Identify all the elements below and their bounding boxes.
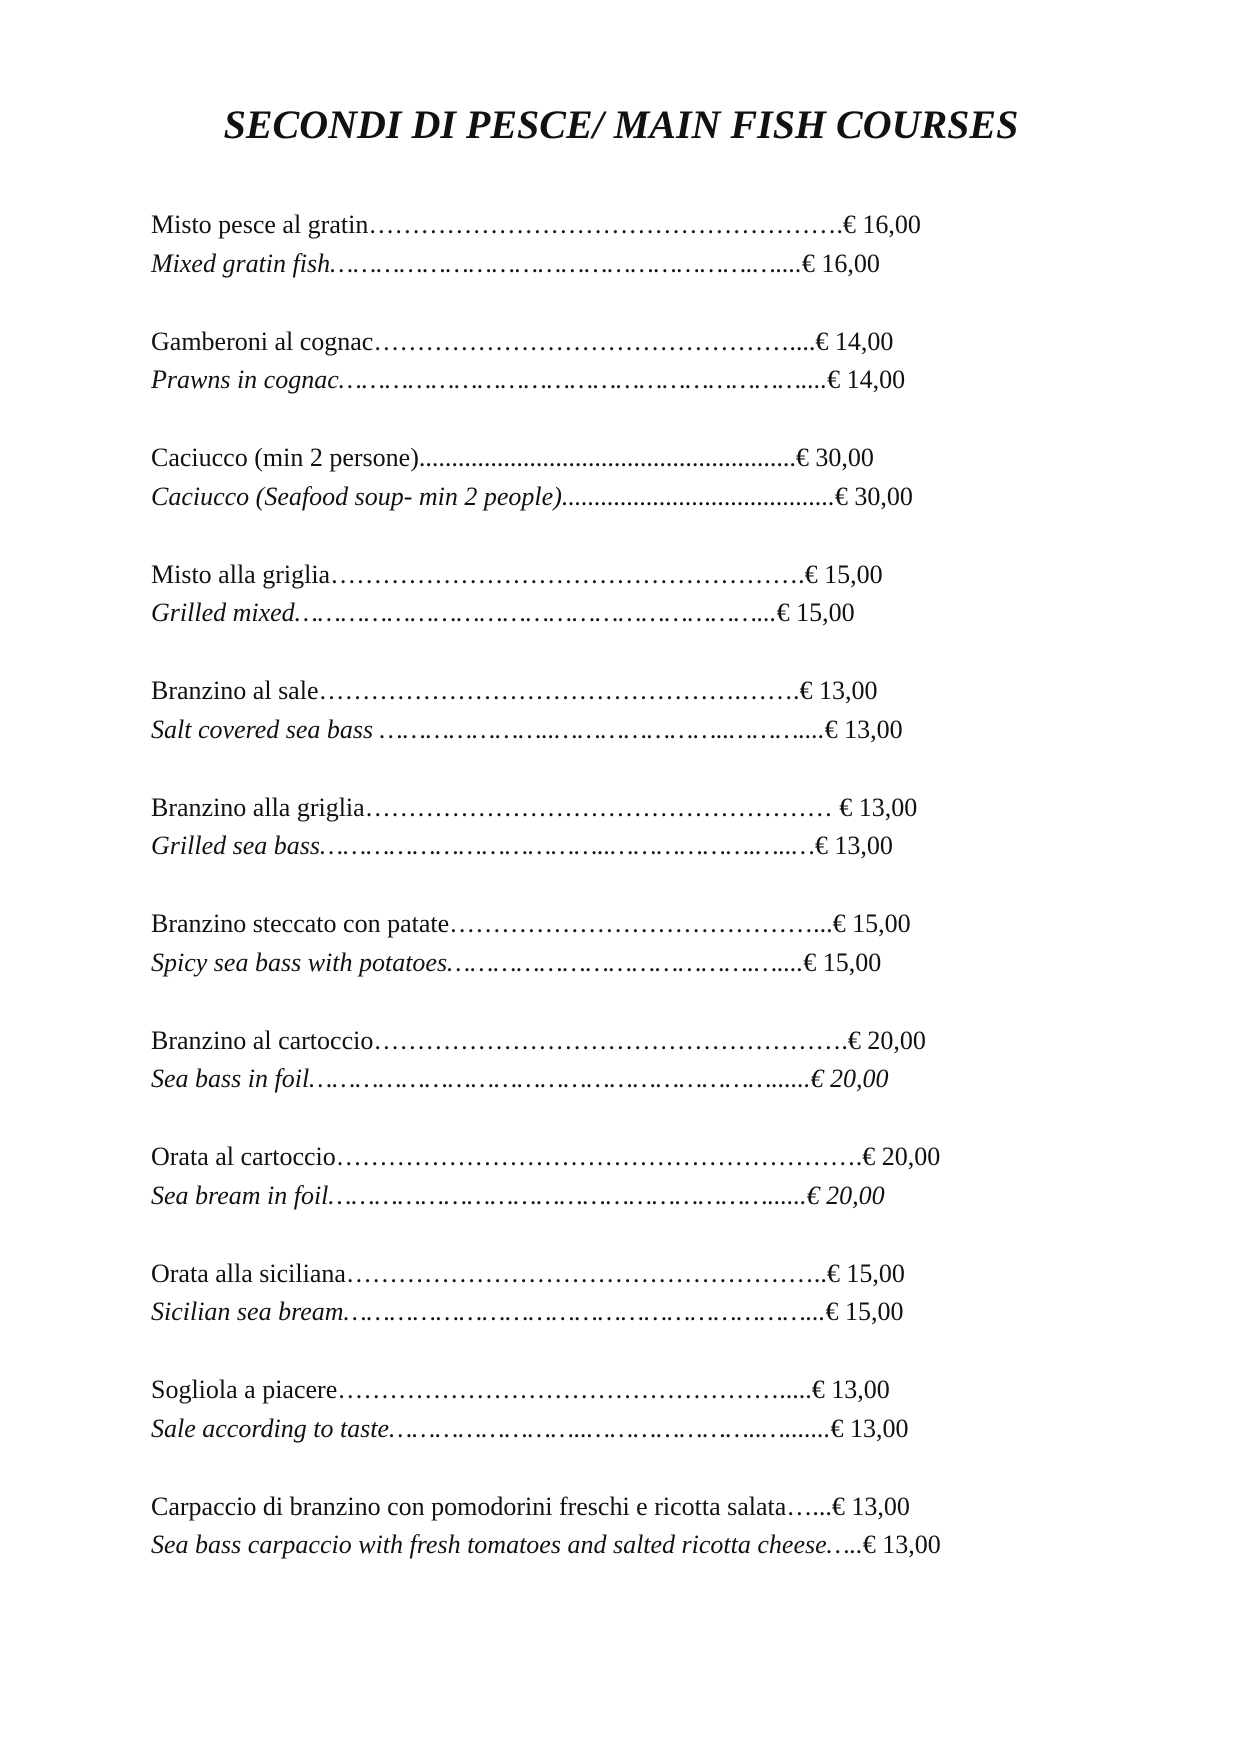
dish-price: € 16,00: [801, 248, 880, 278]
dish-price: € 13,00: [830, 1413, 909, 1443]
dot-leader: …………………………………………....: [373, 326, 816, 356]
dish-label: Branzino steccato con patate: [151, 909, 450, 938]
dish-label: Sea bass in foil: [151, 1064, 310, 1093]
dot-leader: ……………………………………...: [449, 909, 833, 938]
dish-price: € 20,00: [847, 1025, 926, 1055]
dish-label: Orata al cartoccio: [151, 1142, 336, 1171]
dot-leader: ……………………………………………………...: [343, 1297, 826, 1326]
dish-name-italian: [151, 323, 1151, 362]
dot-leader: ……………………………………………………....: [338, 365, 828, 394]
dish-price: € 15,00: [803, 947, 882, 977]
dish-name-italian: [151, 789, 1151, 828]
dot-leader: ……………………..…………………..….......: [389, 1413, 831, 1443]
menu-item: [151, 206, 1151, 323]
dish-price: € 13,00: [862, 1530, 941, 1559]
dot-leader: …………………………………………………….: [335, 1142, 863, 1171]
dot-leader: ..........................................: [561, 481, 835, 511]
menu-item: [151, 672, 1151, 789]
dish-label: Prawns in cognac: [151, 365, 339, 394]
dot-leader: ………………………………………………..: [345, 1258, 827, 1288]
dish-price: € 20,00: [810, 1064, 889, 1093]
dish-label: Sea bream in foil: [151, 1180, 329, 1210]
dot-leader: ………………………………………….…….: [318, 676, 800, 705]
dish-name-english: [151, 594, 1151, 633]
dish-name-italian: [151, 905, 1151, 944]
menu-item: [151, 439, 1151, 556]
menu-item: [151, 789, 1151, 906]
dot-leader: ……………………………………………….: [330, 559, 805, 589]
dish-name-italian: [151, 556, 1151, 595]
dish-label: Sale according to taste: [151, 1413, 390, 1443]
dish-name-italian: [151, 672, 1151, 711]
dish-label: Sogliola a piacere: [151, 1375, 338, 1404]
menu-item: [151, 1488, 1151, 1605]
dish-label: Branzino al sale: [151, 676, 319, 705]
dot-leader: ……………………………………………….: [368, 210, 843, 239]
menu-item: [151, 556, 1151, 673]
dish-label: Caciucco (Seafood soup- min 2 people): [151, 481, 562, 511]
dish-price: € 13,00: [811, 1375, 890, 1404]
dish-price: € 13,00: [839, 792, 918, 822]
dot-leader: ………………………………..……………….…..…: [320, 831, 815, 860]
dish-price: € 15,00: [776, 598, 855, 627]
dish-price: € 13,00: [814, 831, 893, 860]
dish-price: € 14,00: [815, 326, 894, 356]
dot-leader: ……………………………………………….: [373, 1025, 848, 1055]
dish-label: Branzino al cartoccio: [151, 1025, 374, 1055]
dot-leader: …..: [826, 1530, 863, 1559]
dish-name-english: [151, 1293, 1151, 1332]
menu-item: [151, 905, 1151, 1022]
dish-name-english: [151, 827, 1151, 866]
page-title: SECONDI DI PESCE/ MAIN FISH COURSES: [223, 102, 1019, 147]
dish-label: Sicilian sea bream: [151, 1297, 344, 1326]
dish-price: € 20,00: [806, 1180, 885, 1210]
dot-leader: ……………………………………………………......: [309, 1064, 811, 1093]
dish-name-english: [151, 478, 1151, 517]
dish-name-italian: [151, 1488, 1151, 1527]
dish-name-english: [151, 944, 1151, 983]
dish-label: Spicy sea bass with potatoes: [151, 947, 448, 977]
menu-item: [151, 1371, 1151, 1488]
dot-leader: ……………………………………………………...: [294, 598, 777, 627]
dish-price: € 20,00: [862, 1142, 941, 1171]
dish-name-italian: [151, 206, 1151, 245]
dish-label: Branzino alla griglia: [151, 792, 365, 822]
dot-leader: ……………………………………………….…....: [330, 248, 802, 278]
dish-name-italian: [151, 1138, 1151, 1177]
dish-name-italian: [151, 1022, 1151, 1061]
dish-price: € 15,00: [826, 1258, 905, 1288]
dish-label: Mixed gratin fish: [151, 248, 331, 278]
menu-item: [151, 1138, 1151, 1255]
menu-item: [151, 1255, 1151, 1372]
dot-leader: …………………………………………………......: [328, 1180, 807, 1210]
dish-label: Grilled mixed: [151, 598, 295, 627]
dish-name-italian: [151, 1371, 1151, 1410]
dot-leader: …………………………………………….....: [337, 1375, 812, 1404]
dish-name-english: [151, 245, 1151, 284]
dish-label: Sea bass carpaccio with fresh tomatoes and salted ricotta cheese: [151, 1530, 827, 1559]
dot-leader: ………………………………….…....: [447, 947, 804, 977]
dish-label: Orata alla siciliana: [151, 1258, 346, 1288]
dot-leader: ………………………………………………: [364, 792, 840, 822]
dish-name-italian: [151, 439, 1151, 478]
dish-name-english: [151, 361, 1151, 400]
menu-item: [151, 1022, 1151, 1139]
dish-name-italian: [151, 1255, 1151, 1294]
dot-leader: ..........................................................: [418, 443, 796, 472]
dish-price: € 16,00: [842, 210, 921, 239]
dish-price: € 15,00: [832, 909, 911, 938]
dish-name-english: [151, 1410, 1151, 1449]
dish-label: Grilled sea bass: [151, 831, 320, 860]
dish-label: Salt covered sea bass: [151, 714, 380, 744]
dish-label: Misto pesce al gratin: [151, 210, 369, 239]
dish-name-english: [151, 1060, 1151, 1099]
dish-label: Caciucco (min 2 persone): [151, 443, 419, 472]
dish-price: € 14,00: [827, 365, 906, 394]
dish-price: € 30,00: [795, 443, 874, 472]
dish-price: € 15,00: [804, 559, 883, 589]
dish-price: € 15,00: [825, 1297, 904, 1326]
dish-price: € 13,00: [831, 1491, 910, 1521]
dish-name-english: [151, 1526, 1151, 1565]
dish-label: Gamberoni al cognac: [151, 326, 374, 356]
dot-leader: …...: [786, 1491, 832, 1521]
dot-leader: …………………..…………………..………....: [379, 714, 825, 744]
dish-price: € 30,00: [834, 481, 913, 511]
dish-price: € 13,00: [799, 676, 878, 705]
menu-list: [151, 206, 1151, 1604]
dish-label: Carpaccio di branzino con pomodorini freschi e ricotta salata: [151, 1491, 787, 1521]
dish-name-english: [151, 1177, 1151, 1216]
menu-item: [151, 323, 1151, 440]
dish-label: Misto alla griglia: [151, 559, 331, 589]
dish-price: € 13,00: [824, 714, 903, 744]
dish-name-english: [151, 711, 1151, 750]
